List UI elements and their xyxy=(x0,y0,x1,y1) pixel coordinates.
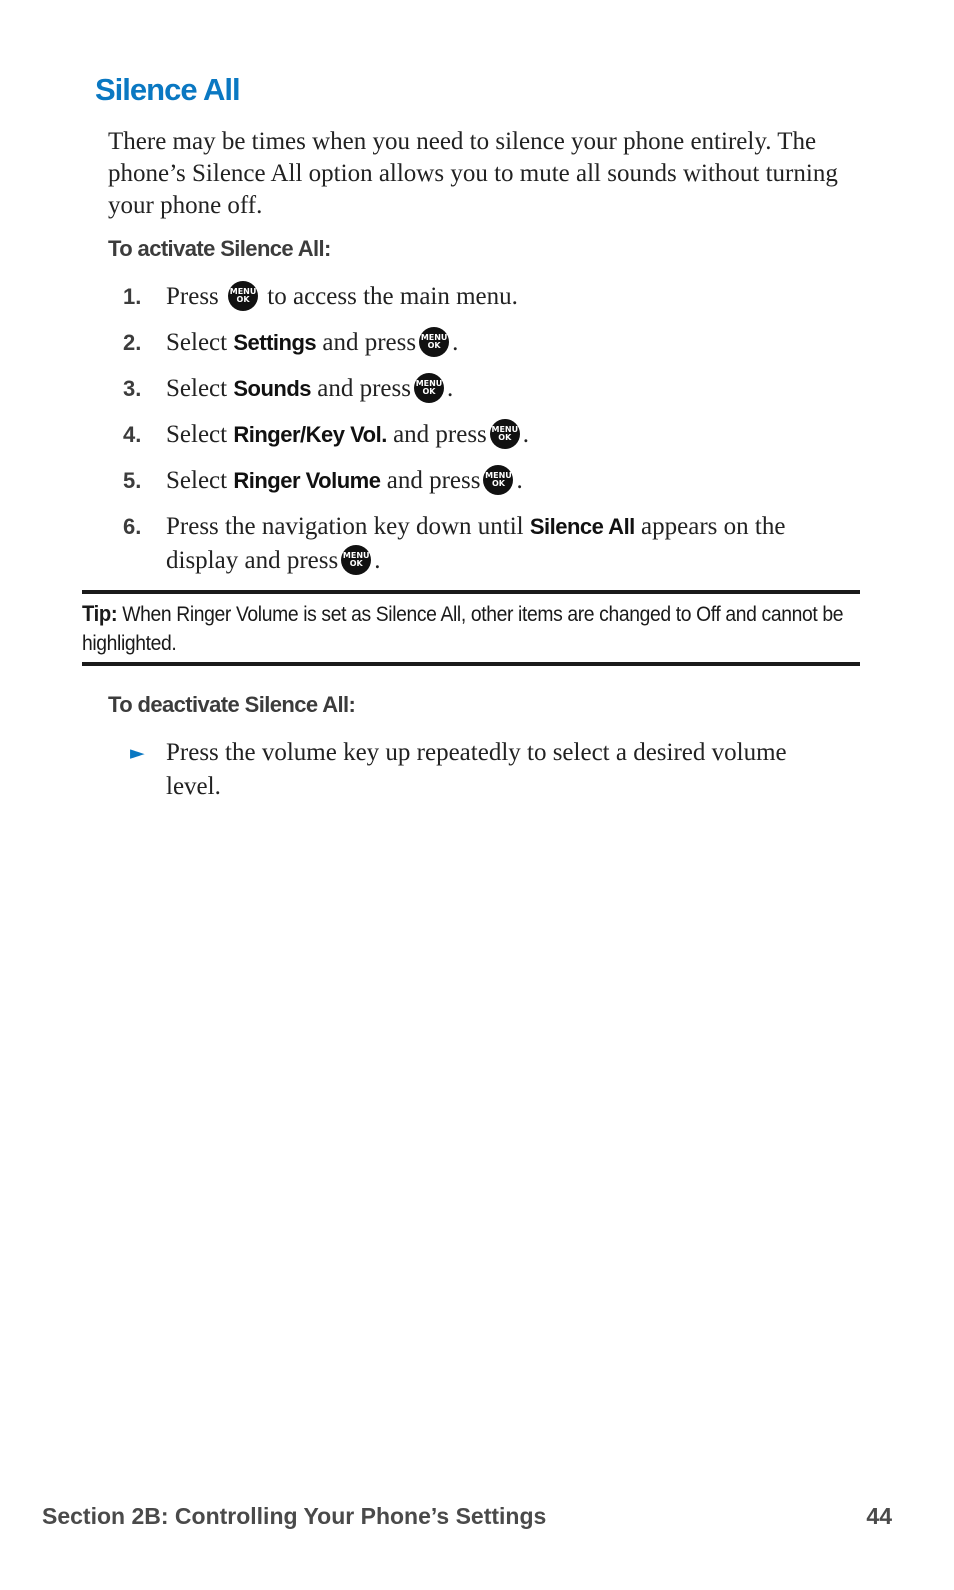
tip-box xyxy=(82,590,860,666)
step-text: to access the main menu. xyxy=(267,283,518,310)
step-item xyxy=(123,280,863,314)
step-number: 4. xyxy=(123,422,142,447)
step-text: Press the navigation key down until xyxy=(166,513,524,540)
menu-keyword: Settings xyxy=(233,330,317,355)
activate-heading: To activate Silence All: xyxy=(108,236,331,261)
step-item xyxy=(123,326,863,360)
menu-keyword: Ringer Volume xyxy=(233,468,381,493)
menu-keyword: Sounds xyxy=(233,376,312,401)
step-item xyxy=(123,372,863,406)
step-item xyxy=(123,510,863,578)
page-number: 44 xyxy=(866,1503,892,1529)
step-item xyxy=(123,418,863,452)
tip-body: When Ringer Volume is set as Silence All, other items are changed to Off and cannot be highlighted. xyxy=(82,603,844,655)
step-text: Select xyxy=(166,467,228,494)
step-text: and press xyxy=(393,421,487,448)
menu-keyword: Ringer/Key Vol. xyxy=(233,422,387,447)
step-number: 1. xyxy=(123,284,142,309)
tip-label: Tip: xyxy=(82,601,118,626)
bullet-text: Press the volume key up repeatedly to select a desired volume level. xyxy=(166,739,787,800)
step-text: . xyxy=(516,467,523,494)
step-text: and press xyxy=(322,329,417,356)
deactivate-heading: To deactivate Silence All: xyxy=(108,692,356,717)
step-number: 5. xyxy=(123,468,142,493)
step-text: Select xyxy=(166,421,228,448)
step-number: 2. xyxy=(123,330,142,355)
step-text: and press xyxy=(317,375,411,402)
step-item xyxy=(123,464,863,498)
page-title: Silence All xyxy=(95,72,240,107)
activate-steps xyxy=(123,280,863,590)
menu-ok-key-icon xyxy=(414,373,444,403)
menu-ok-key-icon xyxy=(419,327,449,357)
step-text: Select xyxy=(166,375,228,402)
step-text: . xyxy=(452,329,459,356)
step-number: 6. xyxy=(123,514,142,539)
step-text: . xyxy=(522,421,530,448)
step-text: . xyxy=(447,375,454,402)
intro-paragraph: There may be times when you need to silence your phone entirely. The phone’s Silence All option allows you to mute all sounds without turning your phone off. xyxy=(108,128,838,219)
step-text: Press xyxy=(166,283,219,310)
step-text: and press xyxy=(386,467,481,494)
triangle-bullet-icon: ► xyxy=(130,742,145,764)
deactivate-bullet xyxy=(130,736,806,804)
menu-ok-key-icon xyxy=(483,465,513,495)
tip-text xyxy=(82,599,859,658)
step-text: Select xyxy=(166,329,228,356)
footer-section-title: Section 2B: Controlling Your Phone’s Settings xyxy=(42,1503,547,1529)
menu-ok-key-icon xyxy=(228,281,258,311)
step-text: . xyxy=(374,547,381,574)
step-text: appears on the display and press xyxy=(166,513,786,574)
menu-ok-key-icon xyxy=(341,545,371,575)
step-number: 3. xyxy=(123,376,142,401)
menu-ok-key-icon xyxy=(490,419,520,449)
menu-keyword: Silence All xyxy=(529,514,635,539)
